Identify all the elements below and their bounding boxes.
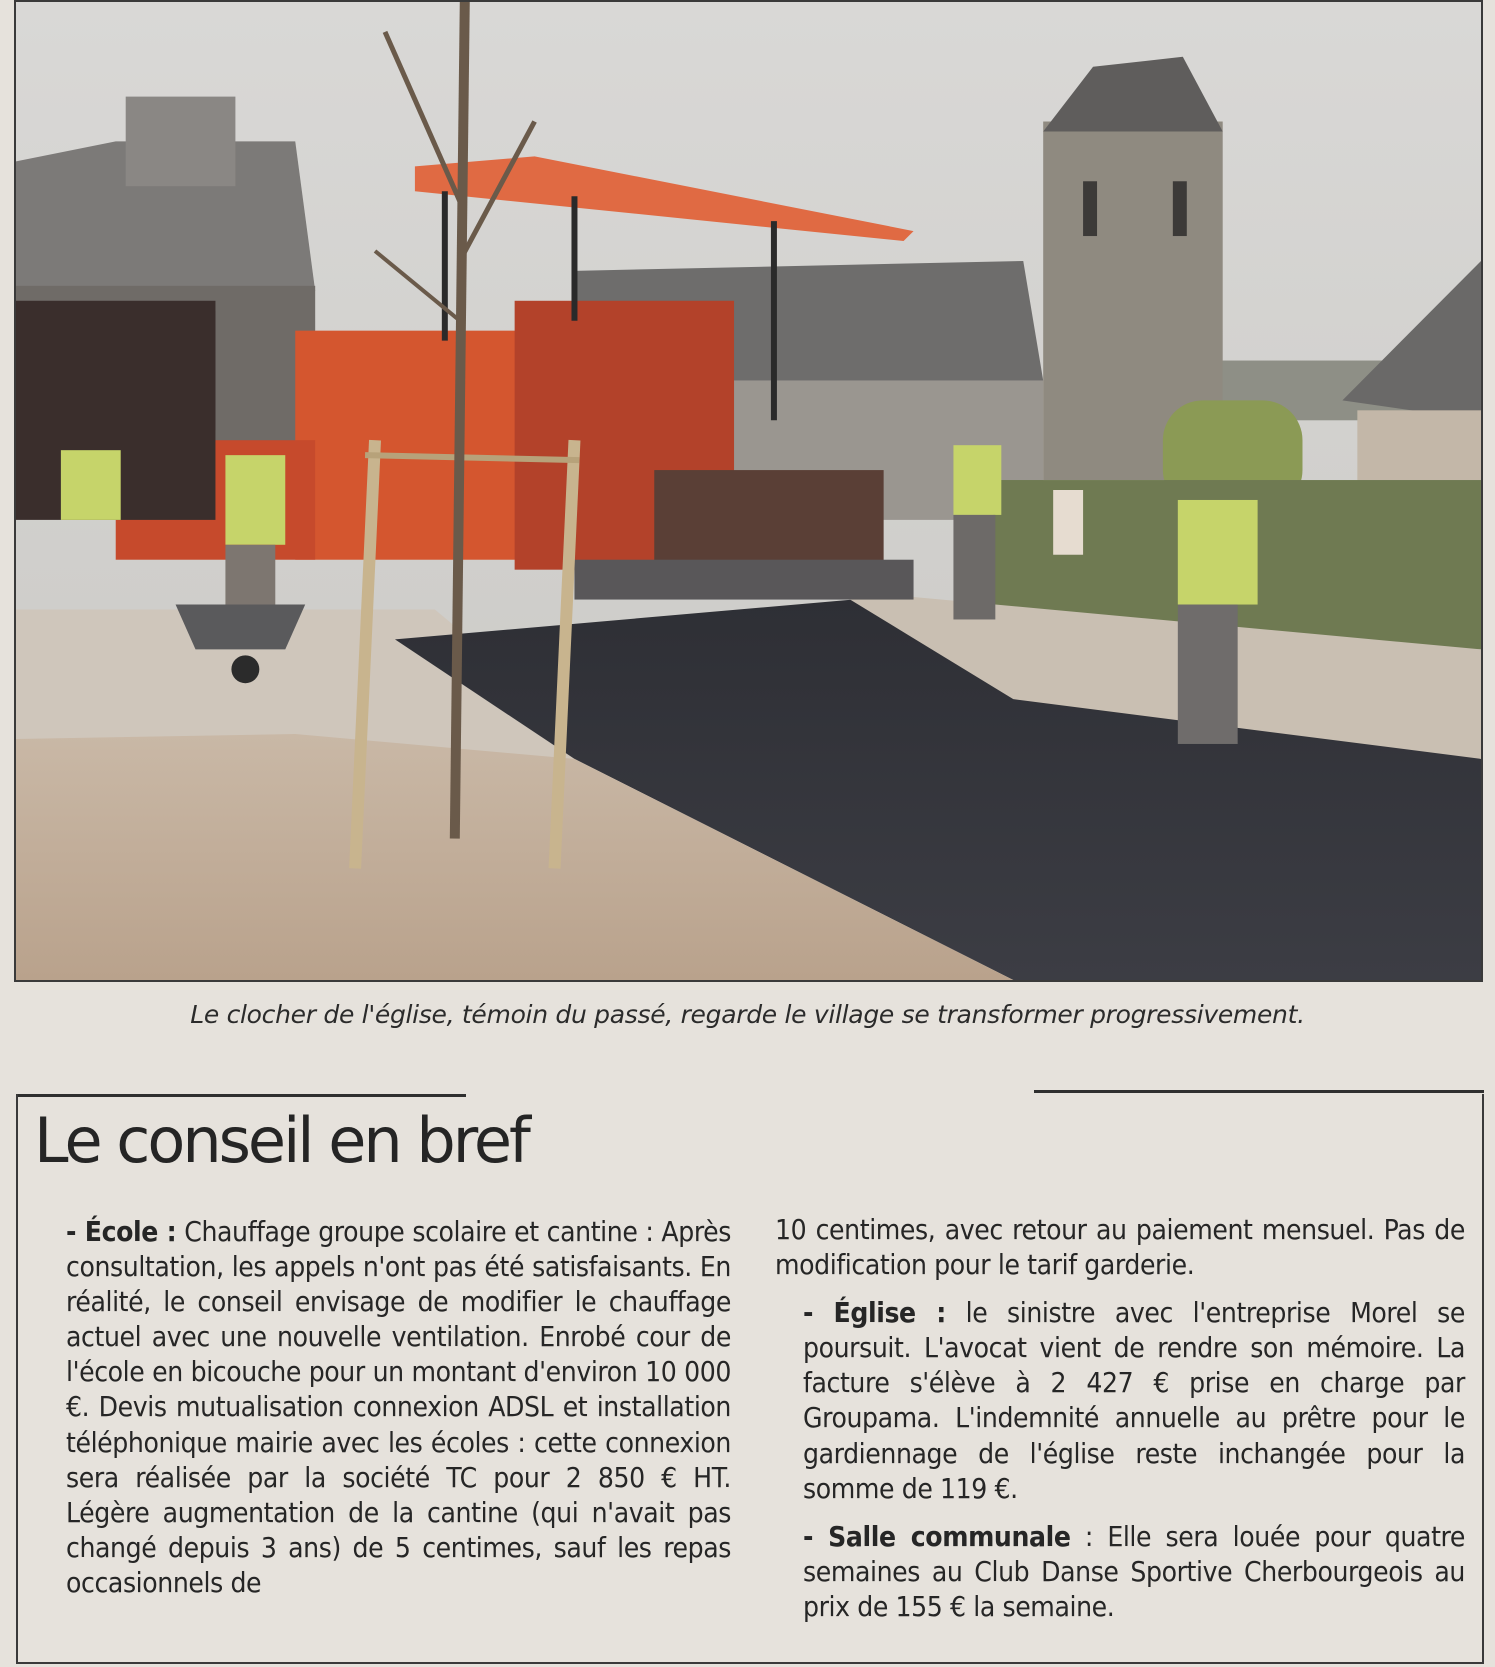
- photo-caption: Le clocher de l'église, témoin du passé, regarde le village se transformer progressivement.: [190, 1000, 1305, 1029]
- section-text: 10 centimes, avec retour au paiement mensuel. Pas de modification pour le tarif garderie.: [775, 1213, 1465, 1282]
- section-text: le sinistre avec l'entreprise Morel se poursuit. L'avocat vient de rendre son mémoire. La facture s'élève à 2 427 € prise en charge par Groupama. L'indemnité annuelle au prêtre pour le gardiennage de l'église reste inchangée pour la somme de 119 €.: [803, 1296, 1465, 1505]
- section-ecole-continued: [775, 1212, 1465, 1282]
- section-eglise: [775, 1295, 1465, 1506]
- section-text: Chauffage groupe scolaire et cantine : Après consultation, les appels n'ont pas été satisfaisants. En réalité, le conseil envisage de modifier le chauffage actuel avec une nouvelle ventilation. Enrobé cour de l'école en bicouche pour un montant d'environ 10 000 €. Devis mutualisation connexion ADSL et installation téléphonique mairie avec les écoles : cette connexion sera réalisée par la société TC pour 2 850 € HT. Légère augmentation de la cantine (qui n'avait pas changé depuis 3 ans) de 5 centimes, sauf les repas occasionnels de: [66, 1215, 731, 1599]
- section-lead: - Église :: [803, 1296, 946, 1330]
- photo-illustration: [16, 2, 1481, 980]
- article-column-right: [775, 1212, 1465, 1624]
- section-text: : Elle sera louée pour quatre semaines au Club Danse Sportive Cherbourgeois au prix de 155 € la semaine.: [803, 1519, 1465, 1623]
- article-photo: [14, 0, 1483, 982]
- section-ecole: [38, 1214, 731, 1600]
- section-salle-communale: [775, 1519, 1465, 1624]
- section-lead: - Salle communale: [803, 1519, 1071, 1553]
- article-title: Le conseil en bref: [34, 1104, 528, 1177]
- article-column-left: [38, 1214, 731, 1600]
- box-top-rule-right: [1034, 1090, 1484, 1093]
- section-lead: - École :: [66, 1215, 177, 1248]
